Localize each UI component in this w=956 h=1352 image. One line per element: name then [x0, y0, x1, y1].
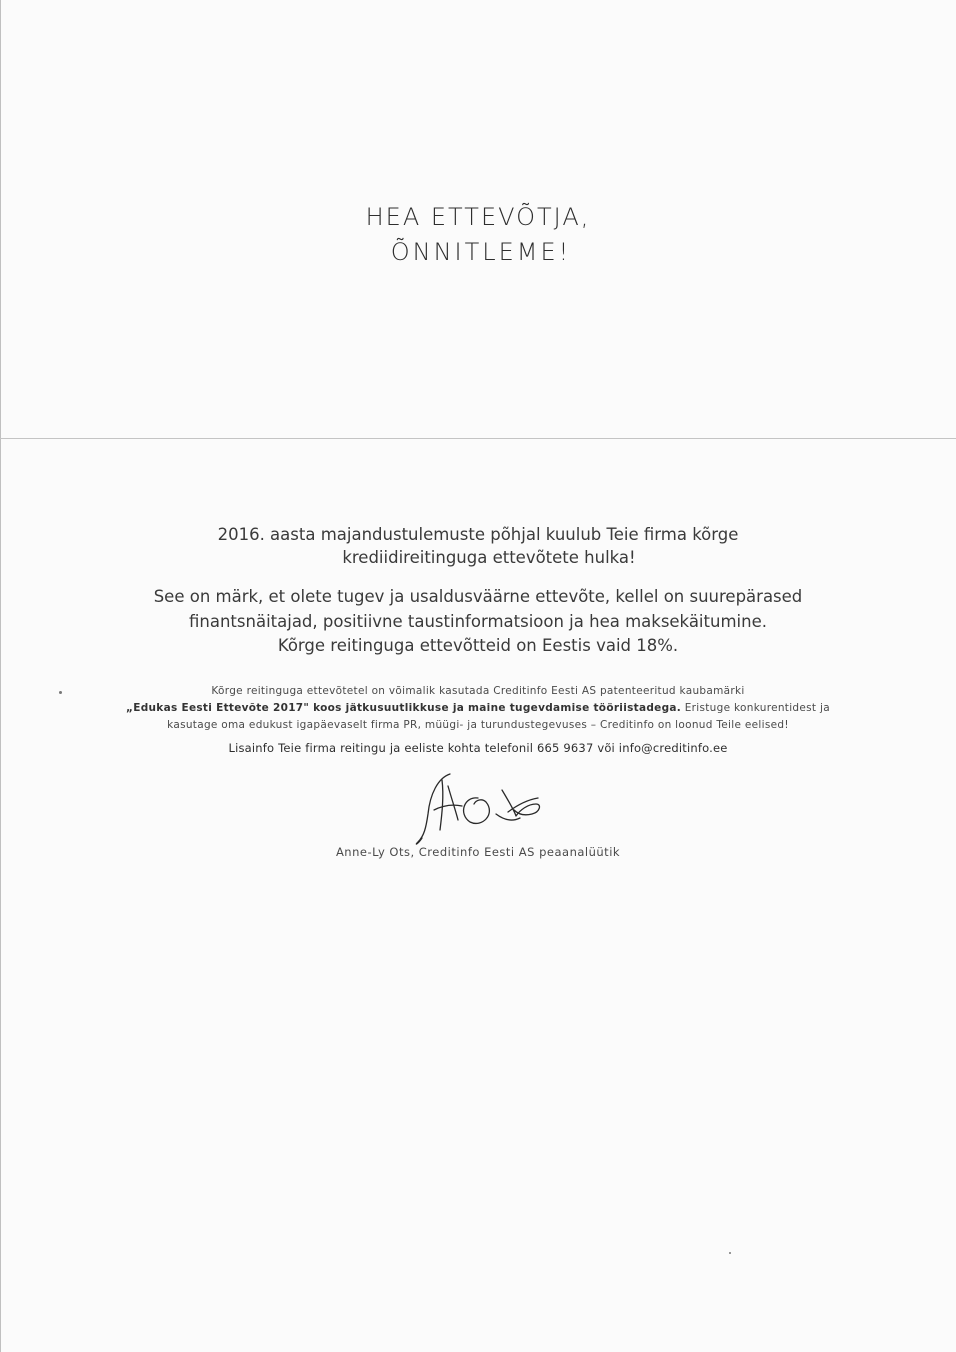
body-line-1: See on märk, et olete tugev ja usaldusväärne ettevõte, kellel on suurepärased: [153, 587, 803, 606]
contact-info: Lisainfo Teie firma reitingu ja eeliste kohta telefonil 665 9637 või info@creditinfo.ee: [228, 741, 728, 755]
scan-speck: [59, 691, 62, 694]
heading-line-2: ÕNNITLEME!: [390, 238, 572, 266]
small-line-2-bold: „Edukas Eesti Ettevõte 2017" koos jätkusuutlikkuse ja maine tugevdamise tööriistadega.: [126, 702, 682, 714]
intro-line-1: 2016. aasta majandustulemuste põhjal kuulub Teie firma kõrge: [217, 525, 739, 544]
signature-icon: [412, 770, 552, 848]
body-line-3: Kõrge reitinguga ettevõtteid on Eestis vaid 18%.: [277, 636, 679, 655]
signer-name: Anne-Ly Ots, Creditinfo Eesti AS peaanalüütik: [335, 845, 621, 859]
small-line-1: Kõrge reitinguga ettevõtetel on võimalik kasutada Creditinfo Eesti AS patenteeritud kaubamärki: [211, 685, 745, 697]
scan-speck: [729, 1252, 731, 1254]
heading-line-1: HEA ETTEVÕTJA,: [365, 203, 591, 231]
body-line-2: finantsnäitajad, positiivne taustinformatsioon ja hea maksekäitumine.: [189, 611, 767, 631]
small-line-2-rest: Eristuge konkurentidest ja: [681, 702, 830, 714]
letter-heading: [0, 200, 956, 270]
intro-paragraph: [0, 523, 956, 569]
small-print-paragraph: [0, 683, 956, 734]
body-paragraph: [0, 585, 956, 659]
small-line-3: kasutage oma edukust igapäevaselt firma PR, müügi- ja turundustegevuses – Creditinfo on loonud Teile eelised!: [167, 719, 789, 731]
fold-line: [0, 438, 956, 439]
small-line-2: [0, 700, 956, 717]
intro-line-2: krediidireitinguga ettevõtete hulka!: [342, 548, 636, 567]
